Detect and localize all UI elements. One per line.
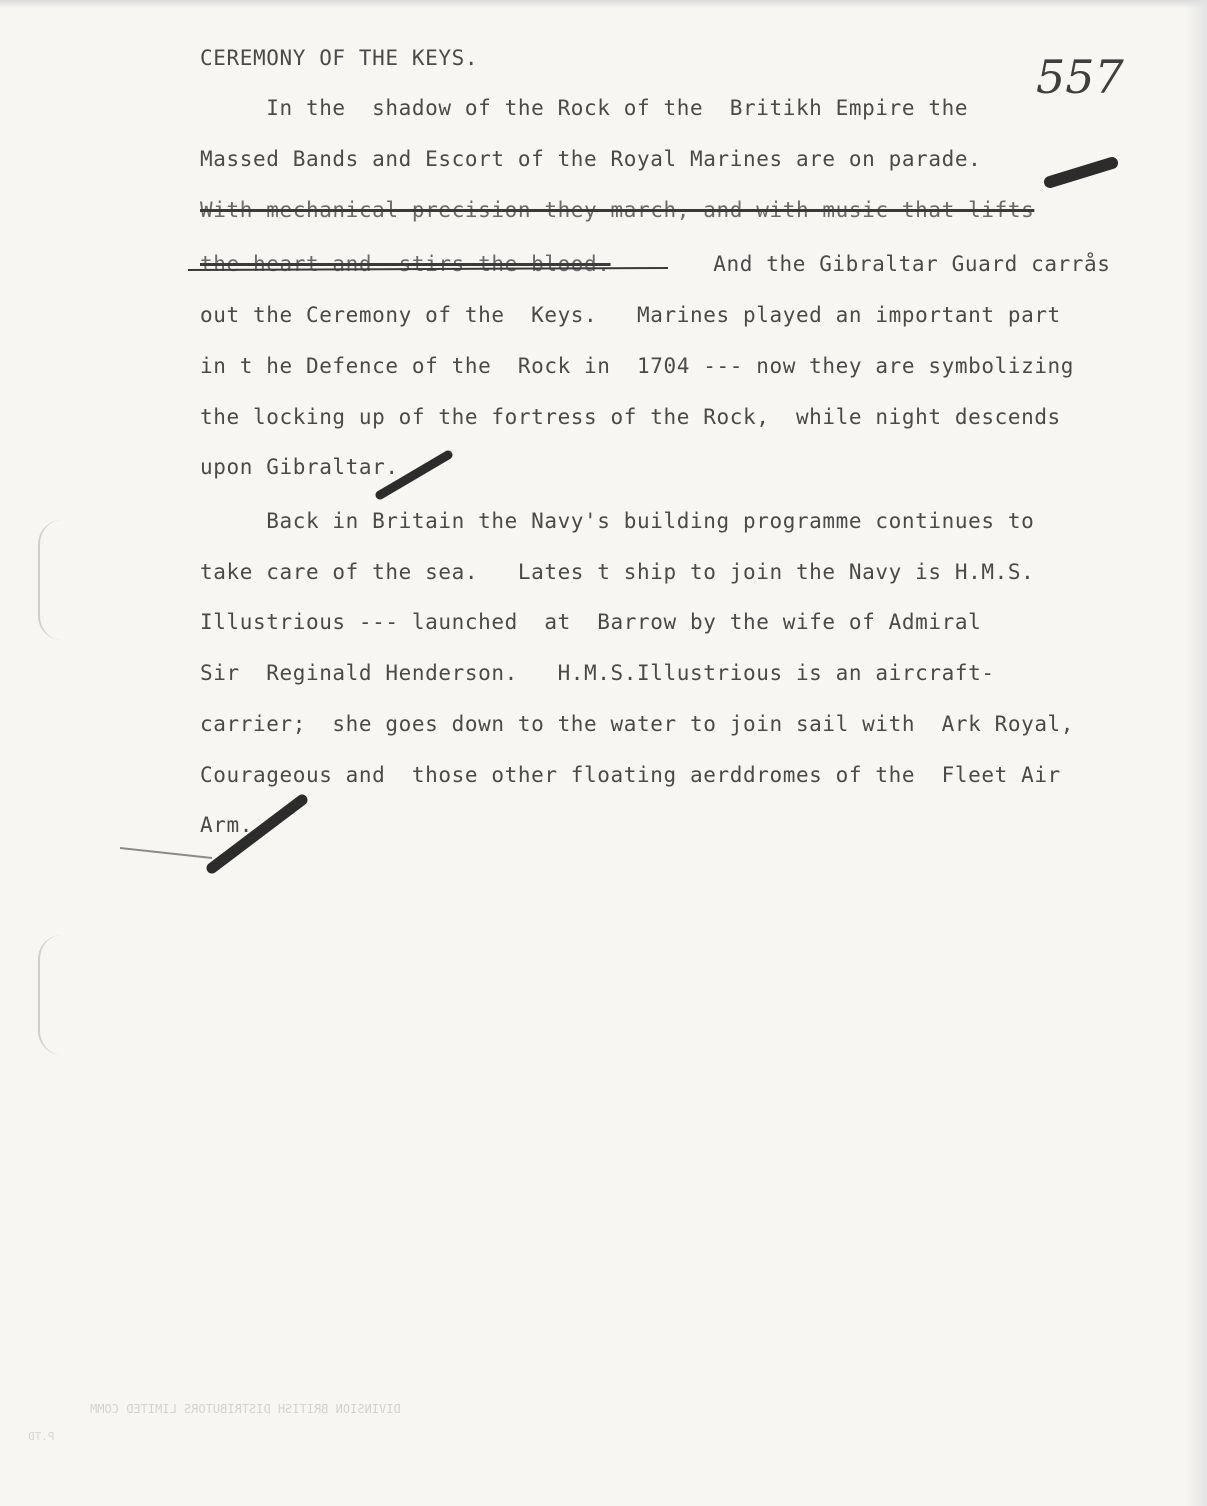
strike-underline (188, 268, 668, 270)
pencil-slash-mark (212, 800, 302, 868)
handwritten-page-number: 557 (1036, 50, 1124, 104)
text-line-13: carrier; she goes down to the water to join sail with Ark Royal, (200, 712, 1075, 736)
text-line-5: out the Ceremony of the Keys. Marines played an important part (200, 303, 1061, 327)
text-line-6: in t he Defence of the Rock in 1704 --- now they are symbolizing (200, 354, 1075, 378)
bleed-through-text: DIVINSION BRITISH DISTRIBUTORS LIMITED COMM (90, 1402, 401, 1416)
text-line-12: Sir Reginald Henderson. H.M.S.Illustrious is an aircraft- (200, 661, 995, 685)
bleed-through-text-2: P.TD (28, 1430, 55, 1443)
text-line-9: Back in Britain the Navy's building programme continues to (200, 509, 1035, 533)
text-line-2: Massed Bands and Escort of the Royal Marines are on parade. (200, 147, 982, 171)
text-line-1: In the shadow of the Rock of the Britikh Empire the (200, 96, 969, 120)
text-line-8: upon Gibraltar. (200, 455, 399, 479)
text-line-14: Courageous and those other floating aerddromes of the Fleet Air (200, 763, 1061, 787)
struck-line-1: With mechanical precision they march, and with music that lifts (200, 198, 1035, 222)
text-line-10: take care of the sea. Lates t ship to join the Navy is H.M.S. (200, 560, 1035, 584)
text-line-4b: And the Gibraltar Guard carrås (700, 252, 1111, 276)
text-line-7: the locking up of the fortress of the Rock, while night descends (200, 405, 1061, 429)
struck-line-2: the heart and stirs the blood. (200, 252, 611, 276)
text-line-11: Illustrious --- launched at Barrow by the wife of Admiral (200, 610, 982, 634)
pencil-stray-line (120, 848, 212, 858)
text-line-15: Arm. (200, 813, 253, 837)
document-title: CEREMONY OF THE KEYS. (200, 46, 479, 70)
pencil-slash-mark (1050, 163, 1112, 182)
pencil-slash-mark (380, 455, 448, 495)
